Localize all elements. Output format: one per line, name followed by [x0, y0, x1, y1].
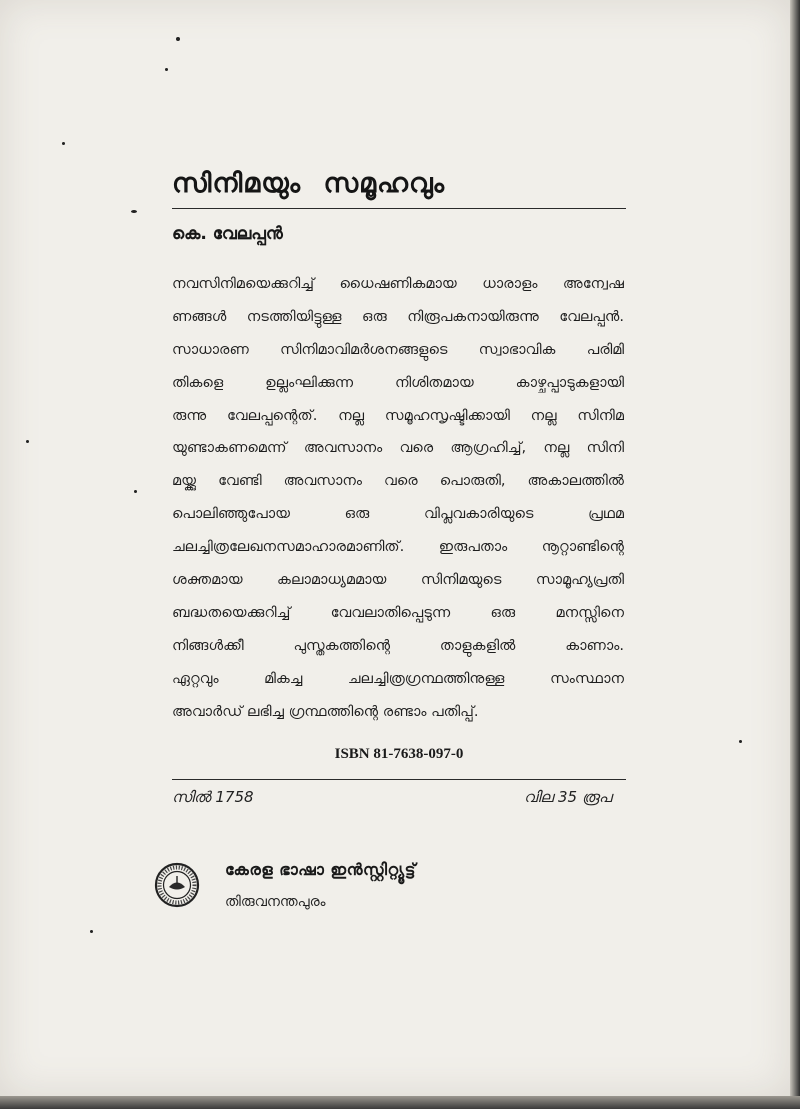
- speck: [131, 210, 137, 213]
- author-name: കെ. വേലപ്പൻ: [172, 224, 283, 244]
- blurb-line: ഏറ്റവും മികച്ച ചലച്ചിത്രഗ്രന്ഥത്തിനുള്ള സംസ്ഥാന: [172, 669, 624, 687]
- blurb-line: നവസിനിമയെക്കുറിച്ച് ധൈഷണികമായ ധാരാളം അന്വേഷ: [172, 275, 624, 292]
- blurb-line: ണങ്ങൾ നടത്തിയിട്ടുള്ള ഒരു നിരൂപകനായിരുന്നു വേലപ്പൻ.: [172, 307, 624, 325]
- serial-number: സിൽ 1758: [172, 788, 254, 806]
- title-rule: [172, 208, 626, 209]
- blurb-line: ശക്തമായ കലാമാധ്യമമായ സിനിമയുടെ സാമൂഹ്യപ്രതി: [172, 571, 624, 589]
- publisher-city: തിരുവനന്തപുരം: [225, 894, 326, 910]
- cover-edge-right: [790, 0, 800, 1109]
- speck: [62, 142, 65, 145]
- isbn: ISBN 81-7638-097-0: [334, 746, 464, 762]
- book-title: സിനിമയും സമൂഹവും: [172, 168, 446, 199]
- blurb-line: തികളെ ഉല്ലംഘിക്കുന്ന നിശിതമായ കാഴ്ചപ്പാടുകളായി: [172, 373, 624, 391]
- speck: [26, 440, 29, 443]
- blurb-line: സാധാരണ സിനിമാവിമർശനങ്ങളുടെ സ്വാഭാവിക പരിമി: [172, 340, 624, 358]
- blurb-line: ചലച്ചിത്രലേഖനസമാഹാരമാണിത്. ഇരുപതാം നൂറ്റാണ്ടിന്റെ: [172, 538, 624, 556]
- blurb-line: ബദ്ധതയെക്കുറിച്ച് വേവലാതിപ്പെടുന്ന ഒരു മനസ്സിനെ: [172, 603, 624, 621]
- blurb-line: മയ്ക്കു വേണ്ടി അവസാനം വരെ പൊരുതി, അകാലത്തിൽ: [172, 472, 624, 490]
- speck: [176, 37, 180, 41]
- blurb: [172, 268, 624, 728]
- isbn-rule: [172, 779, 626, 780]
- cover-edge-bottom: [0, 1096, 800, 1109]
- speck: [739, 740, 742, 743]
- publisher-name: കേരള ഭാഷാ ഇൻസ്റ്റിറ്റ്യൂട്ട്: [225, 860, 416, 879]
- publisher-logo-icon: [154, 862, 200, 908]
- blurb-line: അവാർഡ് ലഭിച്ച ഗ്രന്ഥത്തിന്റെ രണ്ടാം പതിപ്പ്.: [172, 702, 479, 720]
- blurb-line: രുന്നു വേലപ്പന്റെത്. നല്ല സമൂഹസൃഷ്ടിക്കായി നല്ല സിനിമ: [172, 406, 624, 424]
- price: വില 35 രൂപ: [524, 788, 612, 806]
- blurb-line: പൊലിഞ്ഞുപോയ ഒരു വിപ്ലവകാരിയുടെ പ്രഥമ: [172, 505, 624, 523]
- speck: [165, 68, 168, 71]
- speck: [90, 930, 93, 933]
- blurb-line: യുണ്ടാകണമെന്ന് അവസാനം വരെ ആഗ്രഹിച്ച്, നല്ല സിനി: [172, 439, 624, 457]
- blurb-line: നിങ്ങൾക്കീ പുസ്തകത്തിന്റെ താളുകളിൽ കാണാം.: [172, 636, 624, 654]
- speck: [134, 490, 137, 493]
